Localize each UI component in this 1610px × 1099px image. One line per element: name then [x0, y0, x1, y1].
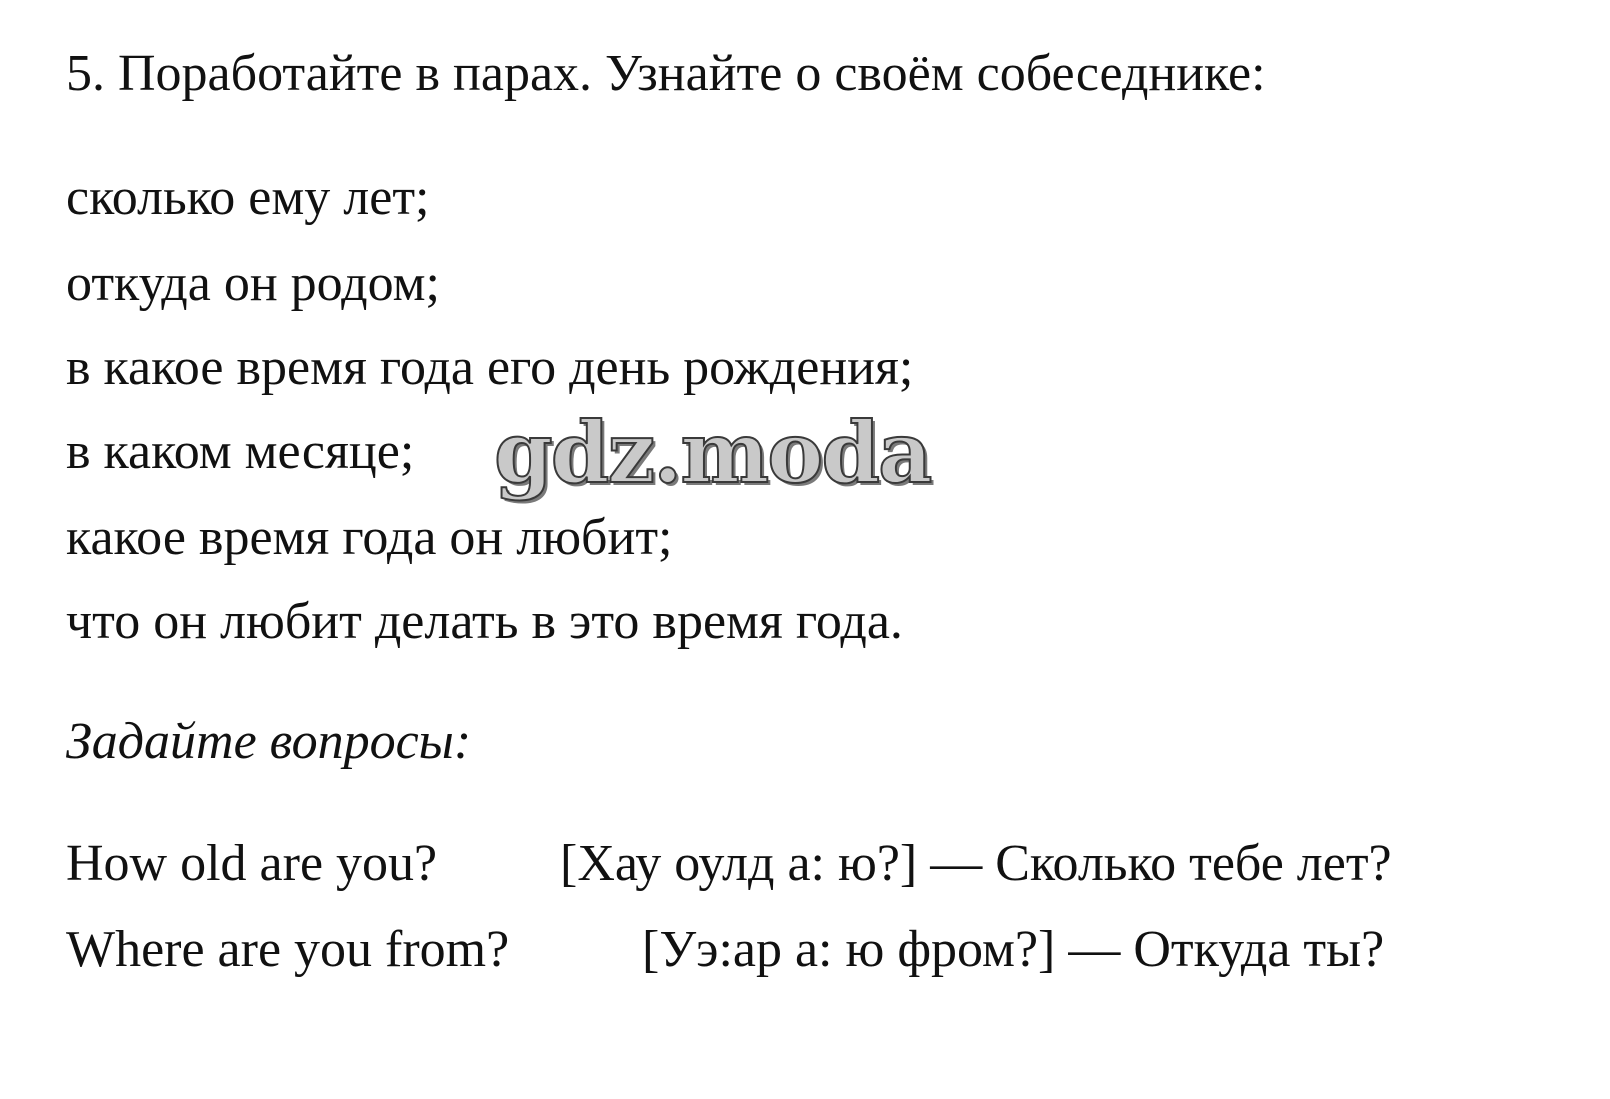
- phrase-row: [66, 834, 1392, 894]
- transcription-translation: [Уэ:ар а: ю фром?] — Откуда ты?: [642, 921, 1385, 978]
- question-item-origin: откуда он родом;: [66, 255, 440, 312]
- question-item-birthday-month: в каком месяце;: [66, 423, 415, 480]
- question-item-birthday-season: в какое время года его день рождения;: [66, 339, 914, 396]
- phrase-row: [66, 920, 1385, 980]
- transcription-translation: [Хау оулд а: ю?] — Сколько тебе лет?: [560, 835, 1392, 892]
- english-phrase: How old are you?: [66, 835, 438, 892]
- question-item-season-activity: что он любит делать в это время года.: [66, 593, 903, 650]
- english-phrase: Where are you from?: [66, 921, 510, 978]
- instruction-text: Задайте вопросы:: [66, 713, 472, 770]
- watermark-logo: gdz.moda: [494, 403, 931, 502]
- question-item-age: сколько ему лет;: [66, 169, 430, 226]
- task-title: 5. Поработайте в парах. Узнайте о своём собеседнике:: [66, 45, 1266, 102]
- question-item-favorite-season: какое время года он любит;: [66, 509, 673, 566]
